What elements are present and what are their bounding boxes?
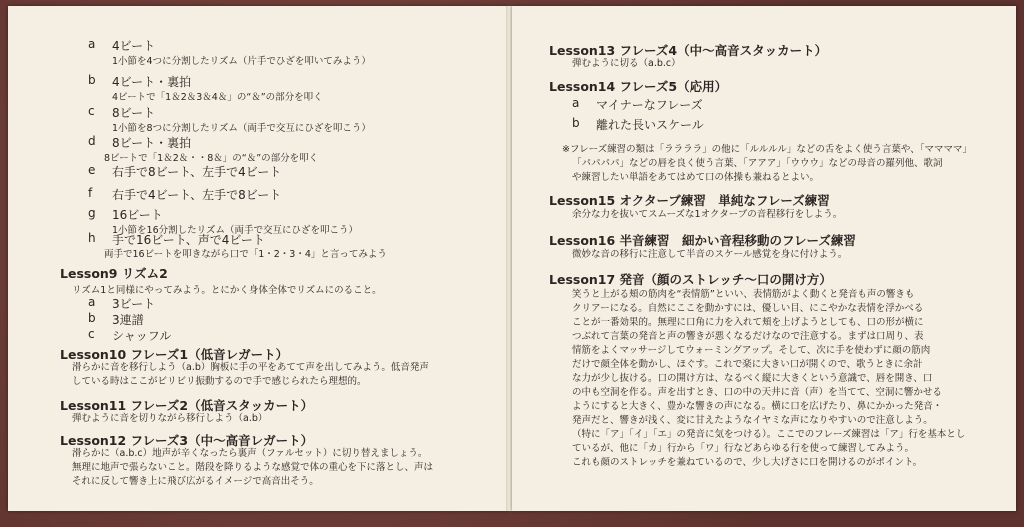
lesson14-a-mark: a: [572, 96, 580, 110]
item-f-title: 右手で4ビート、左手で8ビート: [112, 188, 282, 202]
note-line-2: 「パパパパ」などの唇を良く使う言葉、「アアア」「ウウウ」などの母音の羅列他、歌詞: [572, 158, 943, 169]
lesson17-line-8: の中も空洞を作る。声を出すとき、口の中の天井に音（声）を当てて、空洞に響かせる: [572, 387, 942, 398]
lesson13-heading: Lesson13 フレーズ4（中～高音スタッカート）: [549, 43, 828, 58]
item-a-title: 4ビート: [112, 39, 156, 53]
lesson14-a-title: マイナーなフレーズ: [596, 98, 703, 112]
lesson17-line-6: だけで顔全体を動かし、ほぐす。これで楽に大きい口が開くので、歌うときに余計: [572, 359, 923, 370]
lesson9-b-mark: b: [88, 311, 96, 325]
lesson17-line-4: つぶれて言葉の発音と声の響きが悪くなるだけなので注意する。まずは口周り、表: [572, 331, 924, 342]
item-a-desc: 1小節を4つに分割したリズム（片手でひざを叩いてみよう）: [112, 56, 371, 67]
lesson15-desc: 余分な力を抜いてスムーズな1オクターブの音程移行をしよう。: [572, 209, 843, 220]
item-g-title: 16ビート: [112, 208, 163, 222]
lesson14-heading: Lesson14 フレーズ5（応用）: [549, 79, 728, 94]
item-d-desc: 8ビートで「1＆2＆・・8＆」の“＆”の部分を叩く: [104, 153, 319, 164]
lesson17-line-7: な力が少し抜ける。口の開け方は、なるべく縦に大きくという意識で、唇を開き、口: [572, 373, 933, 384]
item-e-title: 右手で8ビート、左手で4ビート: [112, 165, 282, 179]
lesson14-b-mark: b: [572, 116, 580, 130]
lesson12-line-2: 無理に地声で張らないこと。階段を降りるような感覚で体の重心を下に落とし、声は: [72, 462, 434, 473]
item-c-desc: 1小節を8つに分割したリズム（両手で交互にひざを叩こう）: [112, 123, 371, 134]
item-d-title: 8ビート・裏拍: [112, 136, 192, 150]
lesson12-line-1: 滑らかに（a.b.c）地声が辛くなったら裏声（ファルセット）に切り替えましょう。: [72, 448, 428, 459]
item-a-mark: a: [88, 37, 96, 51]
lesson9-b-title: 3連譜: [112, 313, 144, 327]
lesson16-heading: Lesson16 半音練習 細かい音程移動のフレーズ練習: [549, 233, 856, 248]
lesson17-line-13: これも顔のストレッチを兼ねているので、少し大げさに口を開けるのがポイント。: [572, 457, 923, 468]
lesson16-desc: 微妙な音の移行に注意して半音のスケール感覚を身に付けよう。: [572, 249, 848, 260]
lesson9-c-mark: c: [88, 327, 95, 341]
lesson14-b-title: 離れた長いスケール: [596, 118, 704, 132]
lesson9-a-mark: a: [88, 295, 96, 309]
lesson17-line-1: 笑うと上がる頬の筋肉を“表情筋”といい、表情筋がよく動くと発音も声の響きも: [572, 289, 915, 300]
lesson9-a-title: 3ビート: [112, 297, 156, 311]
lesson10-line-1: 滑らかに音を移行しよう（a.b）胸板に手の平をあてて声を出してみよう。低音発声: [72, 362, 429, 373]
lesson17-heading: Lesson17 発音（顔のストレッチ～口の開け方）: [549, 272, 832, 287]
item-g-mark: g: [88, 206, 96, 220]
item-d-mark: d: [88, 134, 96, 148]
lesson11-desc: 弾むように音を切りながら移行しよう（a.b）: [72, 413, 268, 424]
lesson13-desc: 弾むように切る（a.b.c）: [572, 58, 681, 69]
item-c-mark: c: [88, 104, 95, 118]
lesson9-desc: リズム1と同様にやってみよう。とにかく身体全体でリズムにのること。: [72, 285, 382, 296]
item-b-desc: 4ビートで「1＆2＆3＆4＆」の“＆”の部分を叩く: [112, 92, 323, 103]
item-h-title: 手で16ビート、声で4ビート: [112, 233, 265, 247]
item-f-mark: f: [88, 186, 93, 200]
lesson17-line-2: クリアーになる。自然にここを動かすには、優しい目、にこやかな表情を浮かべる: [572, 303, 924, 314]
lesson17-line-9: ようにすると大きく、豊かな響きの声になる。横に口を広げたり、鼻にかかった発音・: [572, 401, 943, 412]
item-h-desc: 両手で16ビートを叩きながら口で「1・2・3・4」と言ってみよう: [104, 249, 387, 260]
item-h-mark: h: [88, 231, 96, 245]
lesson17-line-11: （特に「ア」「イ」「エ」の発音に気をつける）。ここでのフレーズ練習は「ア」行を基本とし: [572, 429, 966, 440]
item-c-title: 8ビート: [112, 106, 156, 120]
lesson10-line-2: している時はここがビリビリ振動するので手で感じられたら理想的。: [72, 376, 367, 387]
lesson12-heading: Lesson12 フレーズ3（中～高音レガート）: [60, 433, 314, 448]
right-page: [512, 6, 1016, 511]
lesson12-line-3: それに反して響き上に飛び広がるイメージで高音出そう。: [72, 476, 319, 487]
lesson11-heading: Lesson11 フレーズ2（低音スタッカート）: [60, 398, 314, 413]
lesson17-line-12: ているが、他に「カ」行から「ワ」行などあらゆる行を使って練習してみよう。: [572, 443, 915, 454]
item-b-mark: b: [88, 73, 96, 87]
lesson9-heading: Lesson9 リズム2: [60, 266, 168, 281]
lesson17-line-5: 情筋をよくマッサージしてウォーミングアップ。そして、次に手を使わずに顔の筋肉: [572, 345, 931, 356]
lesson9-c-title: シャッフル: [112, 329, 172, 343]
note-line-3: や練習したい単語をあてはめて口の体操も兼ねるとよい。: [572, 172, 820, 183]
lesson17-line-3: ことが一番効果的。無理に口角に力を入れて頬を上げようとしても、口の形が横に: [572, 317, 924, 328]
note-line-1: ※フレーズ練習の類は「ララララ」の他に「ルルルル」などの舌をよく使う言葉や、「ママママ」: [562, 144, 972, 155]
lesson10-heading: Lesson10 フレーズ1（低音レガート）: [60, 347, 289, 362]
left-page: [8, 6, 509, 511]
item-e-mark: e: [88, 163, 96, 177]
lesson15-heading: Lesson15 オクターブ練習 単純なフレーズ練習: [549, 193, 830, 208]
item-g-desc: 1小節を16分割したリズム（両手で交互にひざを叩こう）: [112, 225, 358, 236]
item-b-title: 4ビート・裏拍: [112, 75, 192, 89]
lesson17-line-10: 発声だと、響きが浅く、変に甘えたようなイヤミな声になりやすいので注意しよう。: [572, 415, 933, 426]
